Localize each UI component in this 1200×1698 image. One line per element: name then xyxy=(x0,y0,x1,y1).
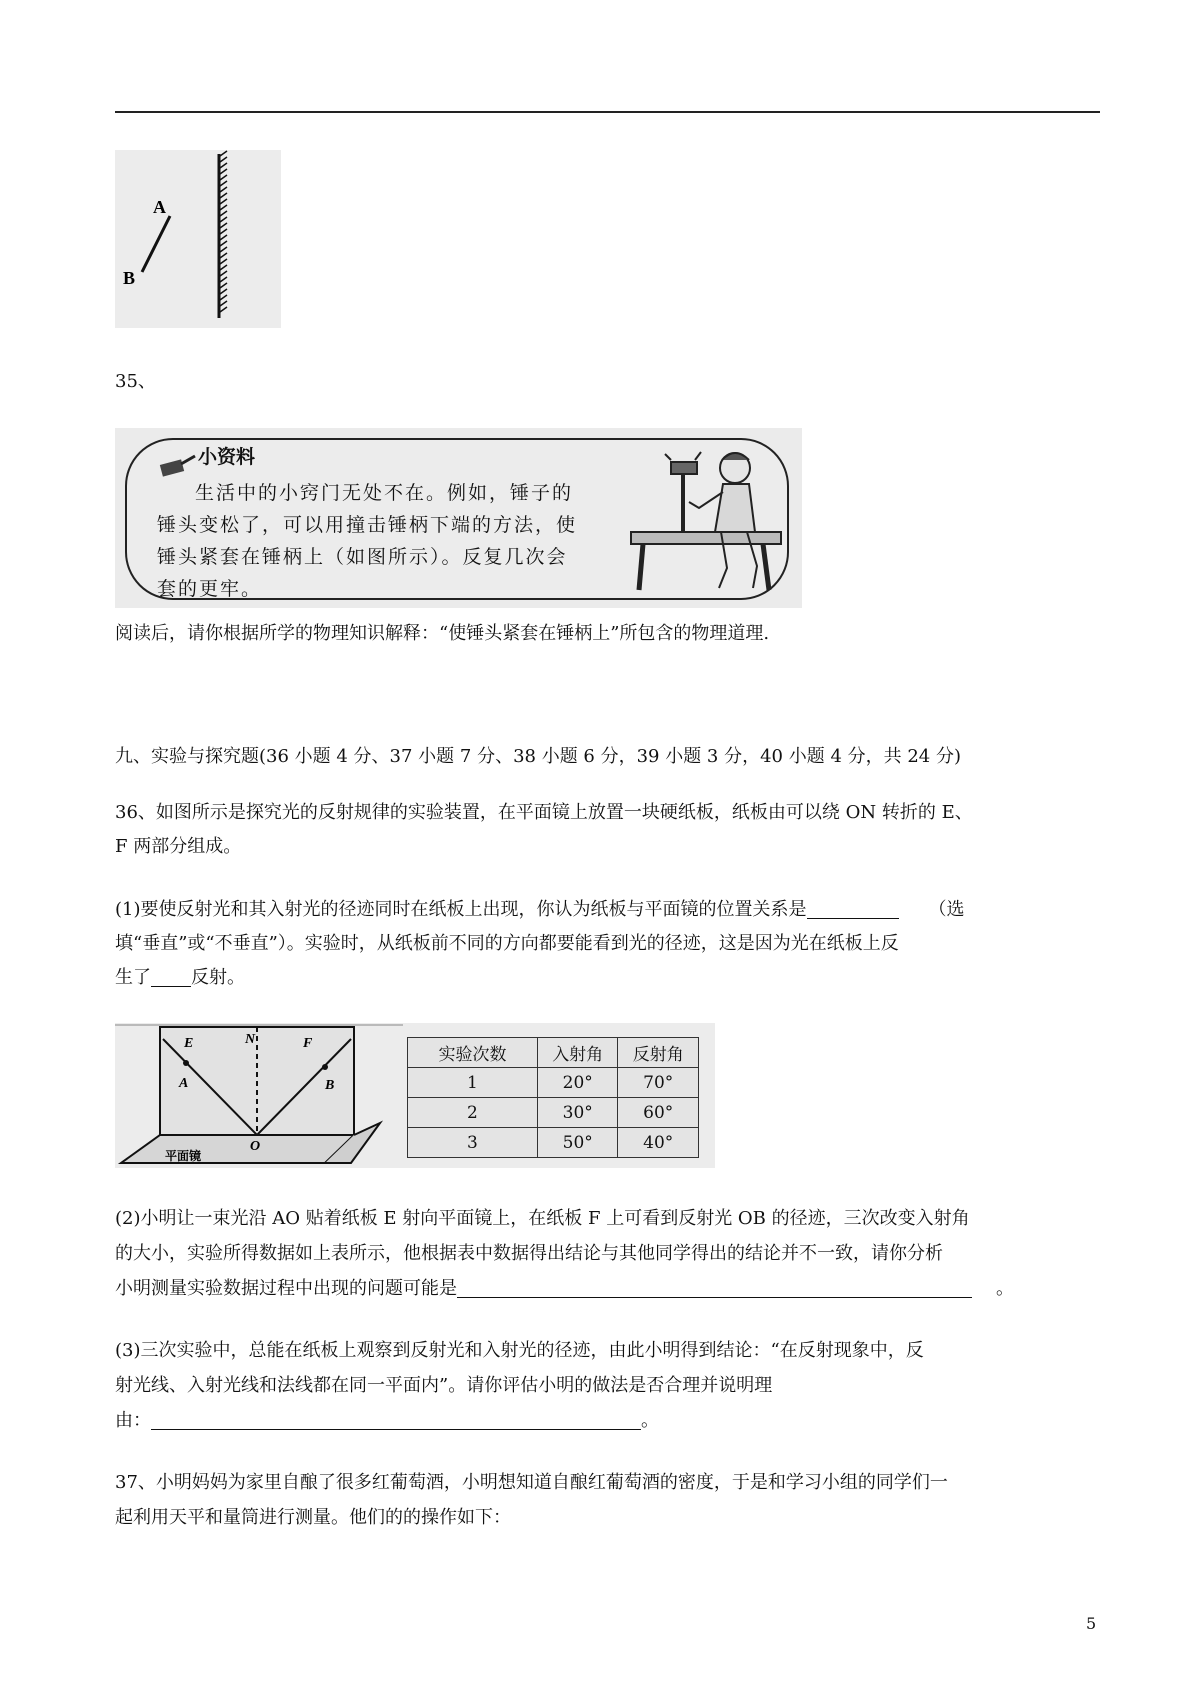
q36-p2-line3 xyxy=(115,1272,1014,1306)
point-b-dot xyxy=(322,1064,328,1070)
answer-blank-reason[interactable] xyxy=(151,1407,641,1430)
table-cell: 40° xyxy=(618,1128,699,1158)
q36-p2-text-a: 小明测量实验数据过程中出现的问题可能是 xyxy=(115,1278,457,1299)
note-line-3: 锤头紧套在锤柄上（如图所示）。反复几次会 xyxy=(157,546,568,568)
pen-icon xyxy=(159,452,199,482)
table-header-row xyxy=(408,1038,699,1068)
reflection-figure xyxy=(115,1023,415,1168)
q36-intro-1: 36、如图所示是探究光的反射规律的实验装置，在平面镜上放置一块硬纸板，纸板由可以绕 ON 转折的 E、 xyxy=(115,802,973,823)
table-row xyxy=(408,1128,699,1158)
q36-p1-text-d: 反射。 xyxy=(191,967,245,988)
note-line-2: 锤头变松了，可以用撞击锤柄下端的方法，使 xyxy=(157,514,578,536)
label-e: E xyxy=(184,1036,194,1051)
table-row xyxy=(408,1098,699,1128)
q36-intro-2: F 两部分组成。 xyxy=(115,836,242,857)
q37-line1: 37、小明妈妈为家里自酿了很多红葡萄酒，小明想知道自酿红葡萄酒的密度，于是和学习小组的同学们一 xyxy=(115,1472,948,1493)
answer-blank-reflection-type[interactable] xyxy=(151,964,191,987)
q36-p3-text-a: 由： xyxy=(115,1410,151,1431)
label-f: F xyxy=(303,1036,313,1051)
note-line-4: 套的更牢。 xyxy=(157,578,263,600)
header-rule xyxy=(115,111,1100,113)
q37-line2: 起利用天平和量筒进行测量。他们的的操作如下： xyxy=(115,1507,511,1528)
table-cell: 3 xyxy=(408,1128,538,1158)
mirror-hatching xyxy=(220,151,227,312)
q36-p2-line2: 的大小，实验所得数据如上表所示，他根据表中数据得出结论与其他同学得出的结论并不一致，请你分析 xyxy=(115,1243,943,1264)
data-table xyxy=(407,1037,699,1158)
label-plane-mirror: 平面镜 xyxy=(165,1149,202,1163)
q35-prompt: 阅读后，请你根据所学的物理知识解释：“使锤头紧套在锤柄上”所包含的物理道理. xyxy=(115,623,770,644)
page-number: 5 xyxy=(1086,1614,1097,1633)
q35-number: 35、 xyxy=(115,371,156,392)
q36-p1-text-b: （选 xyxy=(928,899,965,920)
table-header-cell: 反射角 xyxy=(618,1038,699,1068)
label-n: N xyxy=(245,1032,256,1047)
q36-p1-line3 xyxy=(115,961,245,995)
table-header-cell: 入射角 xyxy=(537,1038,618,1068)
q36-p1-line2: 填“垂直”或“不垂直”）。实验时，从纸板前不同的方向都要能看到光的径迹，这是因为光在纸板上反 xyxy=(115,933,899,954)
label-a: A xyxy=(153,197,166,217)
q36-p3-line1: (3)三次实验中，总能在纸板上观察到反射光和入射光的径迹，由此小明得到结论：“在反射现象中，反 xyxy=(115,1340,924,1361)
person-hammering-illustration xyxy=(623,440,793,600)
q36-p3-line2: 射光线、入射光线和法线都在同一平面内”。请你评估小明的做法是否合理并说明理 xyxy=(115,1375,773,1396)
q36-p1-text-c: 生了 xyxy=(115,967,151,988)
table-row xyxy=(408,1068,699,1098)
mirror-diagram xyxy=(115,150,281,328)
label-b2: B xyxy=(325,1078,335,1093)
table-cell: 1 xyxy=(408,1068,538,1098)
section9-heading: 九、实验与探究题(36 小题 4 分、37 小题 7 分、38 小题 6 分，39 小题 3 分，40 小题 4 分，共 24 分) xyxy=(115,746,961,767)
note-card-frame xyxy=(115,428,802,608)
table-cell: 2 xyxy=(408,1098,538,1128)
table-cell: 60° xyxy=(618,1098,699,1128)
label-b: B xyxy=(123,268,136,288)
note-title: 小资料 xyxy=(198,446,256,468)
label-a2: A xyxy=(179,1076,189,1091)
label-o: O xyxy=(250,1139,261,1154)
table-cell: 50° xyxy=(537,1128,618,1158)
table-cell: 70° xyxy=(618,1068,699,1098)
object-ab-line xyxy=(142,216,170,272)
answer-blank-position[interactable] xyxy=(807,896,899,919)
answer-blank-problem[interactable] xyxy=(457,1275,972,1298)
table-header-cell: 实验次数 xyxy=(408,1038,538,1068)
table-cell: 30° xyxy=(537,1098,618,1128)
note-line-1: 生活中的小窍门无处不在。例如，锤子的 xyxy=(195,482,574,504)
q36-p1-text-a: (1)要使反射光和其入射光的径迹同时在纸板上出现，你认为纸板与平面镜的位置关系是 xyxy=(115,899,807,920)
q36-p2-text-b: 。 xyxy=(996,1278,1014,1299)
table-cell: 20° xyxy=(537,1068,618,1098)
q36-p2-line1: (2)小明让一束光沿 AO 贴着纸板 E 射向平面镜上，在纸板 F 上可看到反射光 OB 的径迹，三次改变入射角 xyxy=(115,1208,970,1229)
q36-p3-line3 xyxy=(115,1404,659,1438)
table-frame xyxy=(403,1023,715,1168)
reflection-diagram xyxy=(115,1023,415,1168)
point-a-dot xyxy=(183,1060,189,1066)
mirror-figure xyxy=(115,150,281,328)
q36-p1-line1 xyxy=(115,893,965,927)
q36-p3-text-b: 。 xyxy=(641,1410,659,1431)
